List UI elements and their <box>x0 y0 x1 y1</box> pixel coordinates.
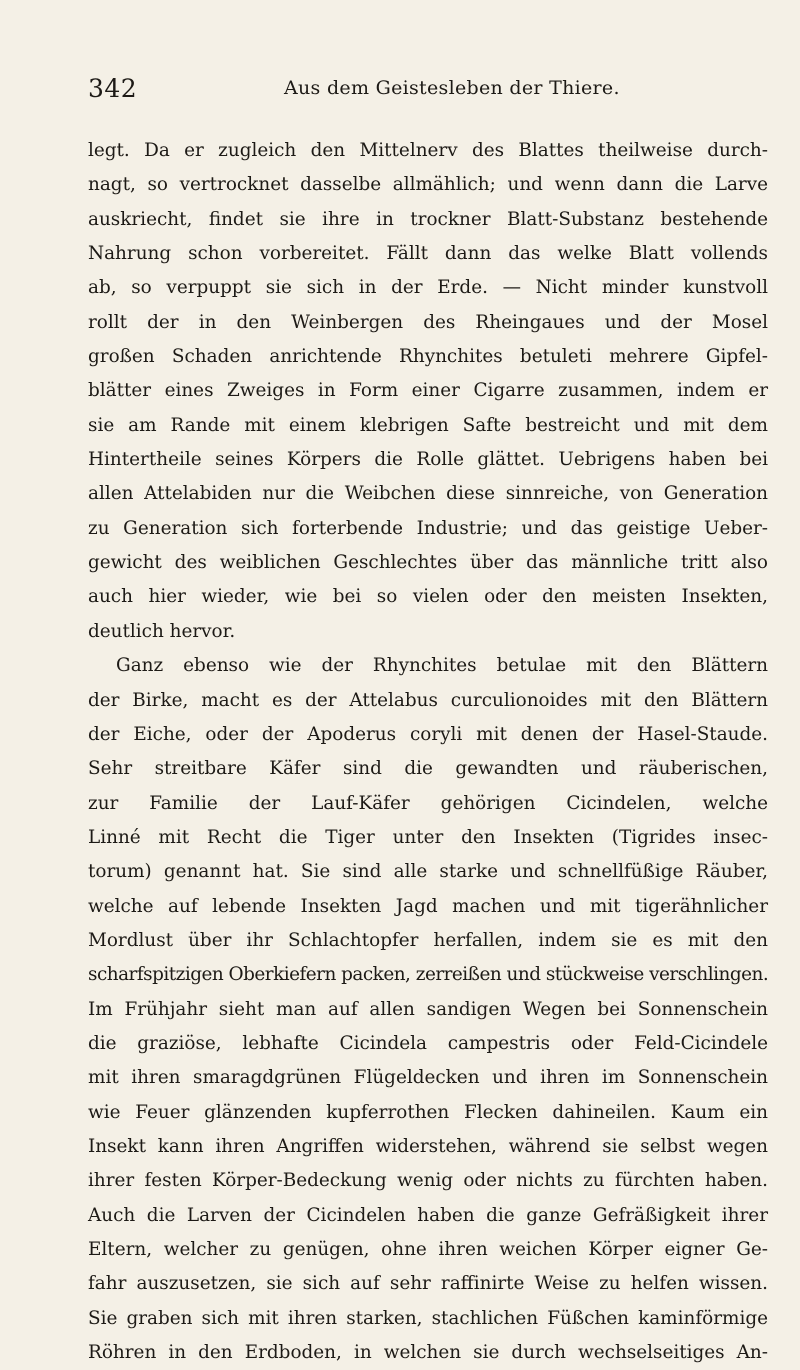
text-line: allen Attelabiden nur die Weibchen diese sinnreiche, von Generation <box>88 483 768 505</box>
text-line: zu Generation sich forterbende Industrie; und das geistige Ueber- <box>88 517 768 539</box>
text-line: Auch die Larven der Cicindelen haben die ganze Gefräßigkeit ihrer <box>88 1204 768 1226</box>
text-line: der Birke, macht es der Attelabus curculionoides mit den Blättern <box>88 689 768 711</box>
text-line: legt. Da er zugleich den Mittelnerv des Blattes theilweise durch- <box>88 140 768 161</box>
text-line: scharfspitzigen Oberkiefern packen, zerreißen und stückweise verschlingen. <box>88 964 769 986</box>
text-line: wie Feuer glänzenden kupferrothen Flecken dahineilen. Kaum ein <box>88 1101 768 1123</box>
page-header <box>88 74 768 110</box>
text-line: Insekt kann ihren Angriffen widerstehen, während sie selbst wegen <box>88 1135 768 1157</box>
text-line: gewicht des weiblichen Geschlechtes über das männliche tritt also <box>88 552 768 574</box>
text-line: Mordlust über ihr Schlachtopfer herfallen, indem sie es mit den <box>88 929 768 951</box>
text-line: Sehr streitbare Käfer sind die gewandten und räuberischen, <box>88 758 768 780</box>
text-line: torum) genannt hat. Sie sind alle starke und schnellfüßige Räuber, <box>88 861 768 883</box>
text-line: Im Frühjahr sieht man auf allen sandigen Wegen bei Sonnenschein <box>88 998 768 1020</box>
text-line: zur Familie der Lauf-Käfer gehörigen Cicindelen, welche <box>88 792 768 814</box>
text-line: Sie graben sich mit ihren starken, stachlichen Füßchen kaminförmige <box>88 1307 768 1329</box>
text-line: sie am Rande mit einem klebrigen Safte bestreicht und mit dem <box>88 414 768 436</box>
text-line: auch hier wieder, wie bei so vielen oder den meisten Insekten, <box>88 586 768 608</box>
text-line: die graziöse, lebhafte Cicindela campestris oder Feld-Cicindele <box>88 1032 768 1054</box>
text-line: Ganz ebenso wie der Rhynchites betulae mit den Blättern <box>116 655 768 677</box>
text-line: Röhren in den Erdboden, in welchen sie durch wechselseitiges An- <box>88 1342 768 1364</box>
text-line: mit ihren smaragdgrünen Flügeldecken und ihren im Sonnenschein <box>88 1067 768 1089</box>
text-line: blätter eines Zweiges in Form einer Cigarre zusammen, indem er <box>88 380 768 402</box>
text-line: Eltern, welcher zu genügen, ohne ihren weichen Körper eigner Ge- <box>88 1239 768 1260</box>
running-head: Aus dem Geistesleben der Thiere. <box>284 77 620 99</box>
page-number: 342 <box>88 74 138 103</box>
text-line: Linné mit Recht die Tiger unter den Insekten (Tigrides insec- <box>88 826 768 848</box>
text-line: Nahrung schon vorbereitet. Fällt dann das welke Blatt vollends <box>88 243 768 265</box>
body-text <box>88 134 768 1370</box>
text-line: deutlich hervor. <box>88 620 236 642</box>
text-line: auskriecht, findet sie ihre in trockner Blatt-Substanz bestehende <box>88 208 768 230</box>
text-line: rollt der in den Weinbergen des Rheingaues und der Mosel <box>88 311 768 333</box>
text-line: nagt, so vertrocknet dasselbe allmählich; und wenn dann die Larve <box>88 174 768 196</box>
text-line: welche auf lebende Insekten Jagd machen und mit tigerähnlicher <box>88 895 768 917</box>
text-line: Hintertheile seines Körpers die Rolle glättet. Uebrigens haben bei <box>88 449 768 471</box>
text-line: ab, so verpuppt sie sich in der Erde. — Nicht minder kunstvoll <box>88 277 768 299</box>
text-line: großen Schaden anrichtende Rhynchites betuleti mehrere Gipfel- <box>88 346 768 368</box>
text-line: fahr auszusetzen, sie sich auf sehr raffinirte Weise zu helfen wissen. <box>88 1273 768 1295</box>
text-line: der Eiche, oder der Apoderus coryli mit denen der Hasel-Staude. <box>88 723 768 745</box>
text-line: ihrer festen Körper-Bedeckung wenig oder nichts zu fürchten haben. <box>88 1170 768 1192</box>
